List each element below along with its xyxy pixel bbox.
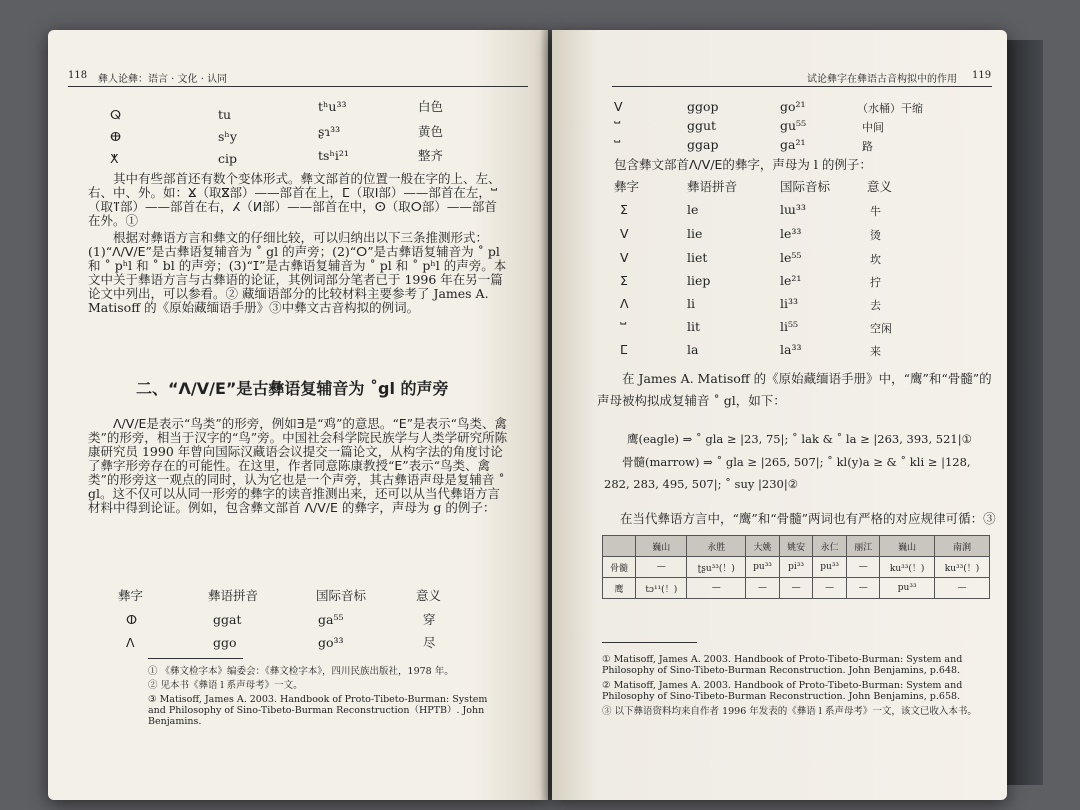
yi-pinyin: le [687, 202, 699, 217]
footnote-mark: ③ [602, 706, 612, 717]
footnote [602, 706, 992, 717]
ipa: li⁵⁵ [780, 319, 799, 334]
meaning: 整齐 [418, 148, 444, 163]
table-cell: — [847, 557, 880, 578]
yi-glyph: ⵯ [614, 137, 621, 152]
paragraph: 根据对彝语方言和彝文的仔细比较，可以归纳出以下三条推测形式：(1)“ⴷ/ⴸ/ⴹ”是古彝语复辅音为 ˚ gl 的声旁；(2)“ⵔ”是古彝语复辅音为 ˚ pl 和 ˚ pʰl 和 ˚ bl 的声旁；(3)“ⵊ”是古彝语复辅音为 ˚ pl 和 ˚ pʰl 的声旁。本文中关于彝语方言与古彝语的论证，其例词部分笔者已于 1996 年在另一篇论文中列出，可以参看。② 藏缅语部分的比较材料主要参考了 James A. Matisoff 的《原始藏缅语手册》③中彝文古音构拟的例词。 [88, 230, 507, 315]
table-header: 国际音标 [780, 179, 831, 194]
book-edge [1005, 40, 1043, 785]
meaning: 中间 [862, 121, 884, 134]
ipa: ga²¹ [780, 137, 806, 152]
yi-pinyin: tu [218, 107, 232, 122]
comparison-table [602, 535, 990, 599]
yi-glyph: ⵀ [126, 612, 138, 627]
footnote-text: 《彝文检字本》编委会：《彝文检字本》，四川民族出版社，1978 年。 [160, 666, 454, 677]
table-cell: 巍山 [636, 536, 687, 557]
running-header: 试论彝字在彝语古音构拟中的作用 [807, 74, 957, 85]
table-cell: ku³³(！) [880, 557, 935, 578]
footnote [602, 654, 992, 676]
table-cell: — [935, 578, 990, 599]
footnote-mark: ① [148, 666, 158, 677]
header-rule [612, 86, 992, 87]
equation: 282, 283, 495, 507|; ˚ suy |230|② [604, 477, 799, 491]
meaning: 烫 [870, 229, 881, 242]
table-header: 彝语拼音 [208, 588, 259, 603]
paragraph: 在 James A. Matisoff 的《原始藏缅语手册》中，“鹰”和“骨髓”的声母被构拟成复辅音 ˚ gl，如下： [597, 371, 992, 408]
table-header: 彝字 [118, 588, 144, 603]
header-rule [68, 86, 528, 87]
yi-pinyin: sʰy [218, 129, 237, 144]
footnote [148, 680, 508, 691]
table-cell: — [636, 557, 687, 578]
table-row [603, 557, 990, 578]
meaning: 黄色 [418, 124, 444, 139]
yi-pinyin: ggap [687, 137, 719, 152]
table-cell: ʈʂu³³(！) [687, 557, 746, 578]
footnote-mark: ① [602, 654, 611, 665]
yi-glyph: ⵉ [620, 202, 628, 217]
table-cell: 永胜 [687, 536, 746, 557]
yi-glyph: ⵯ [614, 118, 621, 133]
table-header: 意义 [867, 179, 893, 194]
meaning: 牛 [870, 205, 881, 218]
table-header: 意义 [416, 588, 442, 603]
table-cell: 丽江 [847, 536, 880, 557]
table-header: 彝字 [614, 179, 640, 194]
meaning: 拧 [870, 276, 881, 289]
table-cell: 鹰 [603, 578, 636, 599]
yi-glyph: ⴸ [620, 250, 629, 265]
table-cell: — [746, 578, 780, 599]
table-cell: tɔ¹¹(！) [636, 578, 687, 599]
ipa: lɯ³³ [780, 202, 806, 217]
meaning: 路 [862, 140, 873, 153]
yi-glyph: ⴲ [110, 129, 122, 144]
footnote [148, 694, 508, 727]
footnote-text: Matisoff, James A. 2003. Handbook of Proto-Tibeto-Burman: System and Philosophy of Sino-Tibeto-Burman Reconstruction. John Benjamins, p.658. [602, 680, 963, 702]
yi-glyph: ⵯ [620, 319, 627, 334]
running-header: 彝人论彝：语言 · 文化 · 认同 [98, 74, 228, 85]
yi-pinyin: lie [687, 226, 703, 241]
table-cell: pi³³ [780, 557, 813, 578]
right-page [552, 30, 1007, 800]
footnote [602, 680, 992, 702]
ipa: la³³ [780, 342, 802, 357]
table-cell: 巍山 [880, 536, 935, 557]
ipa: go²¹ [780, 99, 806, 114]
page-number: 119 [972, 70, 992, 81]
table-cell: ku³³(！) [935, 557, 990, 578]
table-cell: pu³³ [880, 578, 935, 599]
yi-glyph: ⵅ [110, 151, 119, 166]
equation: 鹰(eagle) ⇒ ˚ gla ≥ |23, 75|; ˚ lak & ˚ la ≥ |263, 393, 521|① [627, 432, 972, 446]
yi-pinyin: ggat [213, 612, 242, 627]
yi-pinyin: liep [687, 273, 711, 288]
table-cell: 骨髓 [603, 557, 636, 578]
ipa: le²¹ [780, 273, 802, 288]
table-header-row [603, 536, 990, 557]
ipa: li³³ [780, 296, 799, 311]
yi-glyph: ⵎ [620, 342, 628, 357]
yi-pinyin: ggop [687, 99, 719, 114]
ipa: le³³ [780, 226, 802, 241]
table-cell: pu³³ [813, 557, 847, 578]
table-cell: — [847, 578, 880, 599]
paragraph: 在当代彝语方言中，“鹰”和“骨髓”两词也有严格的对应规律可循：③ [620, 511, 996, 526]
table-cell: 南涧 [935, 536, 990, 557]
footnote-text: 以下彝语资料均来自作者 1996 年发表的《彝语 l 系声母考》一文，该文已收入本书。 [614, 706, 977, 717]
equation: 骨髓(marrow) ⇒ ˚ gla ≥ |265, 507|; ˚ kl(y)a ≥ & ˚ kli ≥ |128, [622, 455, 971, 469]
table-cell: — [813, 578, 847, 599]
meaning: 尽 [423, 635, 436, 650]
section-heading: 二、“ⴷ/ⴸ/ⴹ”是古彝语复辅音为 ˚gl 的声旁 [136, 379, 449, 398]
meaning: 穿 [423, 612, 436, 627]
yi-glyph: ⴸ [614, 99, 623, 114]
table-header: 国际音标 [316, 588, 367, 603]
intro-text: 包含彝文部首ⴷ/ⴸ/ⴹ的彝字，声母为 l 的例子： [614, 157, 872, 172]
table-cell: — [780, 578, 813, 599]
table-cell: 姚安 [780, 536, 813, 557]
meaning: 空闲 [870, 322, 892, 335]
footnote-rule [602, 642, 697, 643]
table-header: 彝语拼音 [687, 179, 738, 194]
ipa: tsʰi²¹ [318, 148, 349, 163]
ipa: go³³ [318, 635, 344, 650]
left-page [48, 30, 548, 800]
ipa: ga⁵⁵ [318, 612, 344, 627]
meaning: 白色 [418, 99, 444, 114]
meaning: 坎 [870, 253, 881, 266]
yi-glyph: ⴷ [620, 296, 629, 311]
yi-pinyin: cip [218, 151, 238, 166]
table-cell: 大姚 [746, 536, 780, 557]
yi-pinyin: lit [687, 319, 701, 334]
yi-glyph: ⵕ [110, 107, 122, 122]
table-row [603, 578, 990, 599]
paragraph: ⴷ/ⴸ/ⴹ是表示“鸟类”的形旁，例如ⴺ是“鸡”的意思。“ⴹ”是表示“鸟类、禽类”的形旁，相当于汉字的“鸟”旁。中国社会科学院民族学与人类学研究所陈康研究员 1990 年曾向国际汉藏语会议提交一篇论文，从构字法的角度讨论了彝字形旁存在的可能性。在这里，作者同意陈康教授“ⴹ”表示“鸟类、禽类”的形旁这一观点的同时，认为它也是一个声旁，其古彝语声母是复辅音 ˚ gl。这不仅可以从同一形旁的彝字的读音推测出来，还可以从当代彝语方言材料中得到论证。例如，包含彝文部首 ⴷ/ⴸ/ⴹ 的彝字，声母为 g 的例子： [88, 416, 508, 515]
yi-glyph: ⴷ [126, 635, 135, 650]
meaning: 来 [870, 345, 881, 358]
ipa: gu⁵⁵ [780, 118, 807, 133]
ipa: ʂɿ³³ [318, 124, 341, 139]
yi-pinyin: la [687, 342, 699, 357]
ipa: tʰu³³ [318, 99, 347, 114]
yi-glyph: ⴸ [620, 226, 629, 241]
table-cell: 永仁 [813, 536, 847, 557]
footnote-text: Matisoff, James A. 2003. Handbook of Proto-Tibeto-Burman: System and Philosophy of Sino-Tibeto-Burman Reconstruction. John Benjamins, p.648. [602, 654, 963, 676]
page-number: 118 [68, 70, 88, 81]
yi-pinyin: ggut [687, 118, 717, 133]
meaning: （水桶）干缩 [857, 102, 923, 115]
ipa: le⁵⁵ [780, 250, 802, 265]
footnote-text: Matisoff, James A. 2003. Handbook of Proto-Tibeto-Burman: System and Philosophy of Sino-Tibeto-Burman Reconstruction（HPTB）. John Benjamins. [148, 694, 488, 727]
yi-glyph: ⵉ [620, 273, 628, 288]
footnote-mark: ② [148, 680, 158, 691]
yi-pinyin: li [687, 296, 695, 311]
footnote [148, 666, 508, 677]
table-cell: — [687, 578, 746, 599]
table-cell: pu³³ [746, 557, 780, 578]
meaning: 去 [870, 299, 881, 312]
yi-pinyin: ggo [213, 635, 237, 650]
table-cell [603, 536, 636, 557]
footnote-mark: ② [602, 680, 611, 691]
footnote-mark: ③ [148, 694, 157, 705]
yi-pinyin: liet [687, 250, 708, 265]
paragraph: 其中有些部首还有数个变体形式。彝文部首的位置一般在字的上、左、右、中、外。如：ⴴ（取ⴵ部）——部首在上，ⵎ（取ⵏ部）——部首在左，ⵯ（取ⴶ部）——部首在右，ⵃ（ⵍ部）——部首在中，ⵙ（取ⵔ部）——部首在外。① [88, 171, 501, 228]
footnote-rule [148, 658, 243, 659]
footnote-text: 见本书《彝语 l 系声母考》一文。 [160, 680, 303, 691]
